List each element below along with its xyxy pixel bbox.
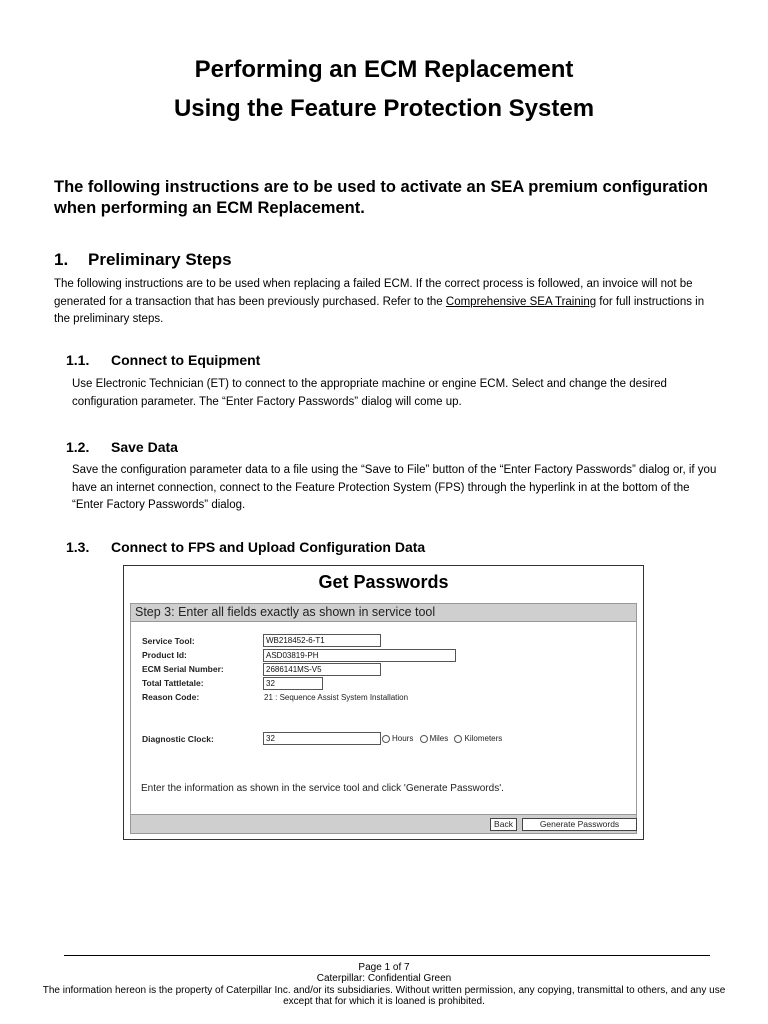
- radio-circle-icon: [420, 735, 428, 743]
- diagnostic-clock-label: Diagnostic Clock:: [142, 734, 214, 744]
- footer-notice-line2: except that for which it is loaned is prohibited.: [283, 996, 485, 1007]
- page-title-line2: Using the Feature Protection System: [173, 95, 595, 122]
- radio-circle-icon: [382, 735, 390, 743]
- get-passwords-screenshot: [123, 565, 644, 840]
- radio-circle-icon: [454, 735, 462, 743]
- step-3-bar: Step 3: Enter all fields exactly as shown in service tool: [130, 603, 637, 622]
- kilometers-radio-label: Kilometers: [464, 734, 503, 743]
- section-1-text-a: The following instructions are to be used when replacing a failed ECM. If the correct process is followed, an invoice will not be generated for a transaction that has been previously purchased. Refer to the: [54, 278, 693, 308]
- section-1-3-number: 1.3.: [66, 539, 90, 555]
- section-1-1-paragraph: Use Electronic Technician (ET) to connect to the appropriate machine or engine ECM. Select and change the desired configuration parameter. The “Enter Factory Passwords” dialog will come up.: [72, 378, 667, 408]
- back-button[interactable]: Back: [490, 818, 517, 831]
- tattletale-label: Total Tattletale:: [142, 678, 204, 688]
- footer-divider: [64, 955, 710, 956]
- section-1-paragraph: [54, 276, 714, 329]
- diagnostic-clock-field[interactable]: 32: [263, 732, 381, 745]
- hours-radio-label: Hours: [392, 734, 414, 743]
- footer-classification: Caterpillar: Confidential Green: [316, 973, 452, 984]
- section-1-2-heading: [66, 439, 178, 455]
- button-bar: [130, 814, 637, 834]
- service-tool-label: Service Tool:: [142, 636, 195, 646]
- miles-radio[interactable]: [420, 733, 449, 744]
- ecm-serial-label: ECM Serial Number:: [142, 664, 224, 674]
- section-1-1-title: Connect to Equipment: [111, 352, 261, 368]
- generate-passwords-button[interactable]: Generate Passwords: [522, 818, 637, 831]
- miles-radio-label: Miles: [429, 734, 449, 743]
- section-1-2-number: 1.2.: [66, 439, 90, 455]
- section-1-title: Preliminary Steps: [88, 250, 232, 269]
- ecm-serial-field[interactable]: 2686141MS-V5: [263, 663, 381, 676]
- section-1-2-paragraph: Save the configuration parameter data to a file using the “Save to File” button of the “Enter Factory Passwords” dialog or, if you have an internet connection, connect to the Feature Protection System (FPS) through the hyperlink in at the bottom of the “Enter Factory Passwords” dialog.: [72, 464, 717, 511]
- clock-unit-radio-group: [382, 733, 506, 744]
- reason-code-label: Reason Code:: [142, 692, 200, 702]
- section-1-number: 1.: [54, 250, 69, 269]
- kilometers-radio[interactable]: [454, 733, 502, 744]
- instructions-hint: Enter the information as shown in the service tool and click 'Generate Passwords'.: [141, 783, 504, 794]
- footer-page-number: Page 1 of 7: [358, 962, 410, 973]
- hours-radio[interactable]: [382, 733, 413, 744]
- service-tool-field[interactable]: WB218452-6-T1: [263, 634, 381, 647]
- intro-text: The following instructions are to be used to activate an SEA premium configuration when performing an ECM Replacement.: [54, 178, 708, 217]
- section-1-text-b: for full instructions in the preliminary steps.: [54, 295, 705, 325]
- section-1-2-title: Save Data: [111, 439, 178, 455]
- product-id-field[interactable]: ASD03819-PH: [263, 649, 456, 662]
- reason-code-value: 21 : Sequence Assist System Installation: [264, 693, 409, 702]
- tattletale-field[interactable]: 32: [263, 677, 323, 690]
- page-title-line1: Performing an ECM Replacement: [194, 56, 574, 83]
- footer-notice-line1: The information hereon is the property of Caterpillar Inc. and/or its subsidiaries. Without written permission, any copying, transmittal to others, and any use: [42, 985, 726, 996]
- section-1-3-heading: [66, 539, 425, 555]
- section-1-1-number: 1.1.: [66, 352, 90, 368]
- section-1-1-heading: [66, 352, 260, 368]
- comprehensive-sea-training-link[interactable]: Comprehensive SEA Training: [445, 295, 597, 308]
- product-id-label: Product Id:: [142, 650, 187, 660]
- get-passwords-title: Get Passwords: [318, 572, 449, 592]
- section-1-3-title: Connect to FPS and Upload Configuration Data: [111, 539, 426, 555]
- section-1-heading: [54, 250, 232, 270]
